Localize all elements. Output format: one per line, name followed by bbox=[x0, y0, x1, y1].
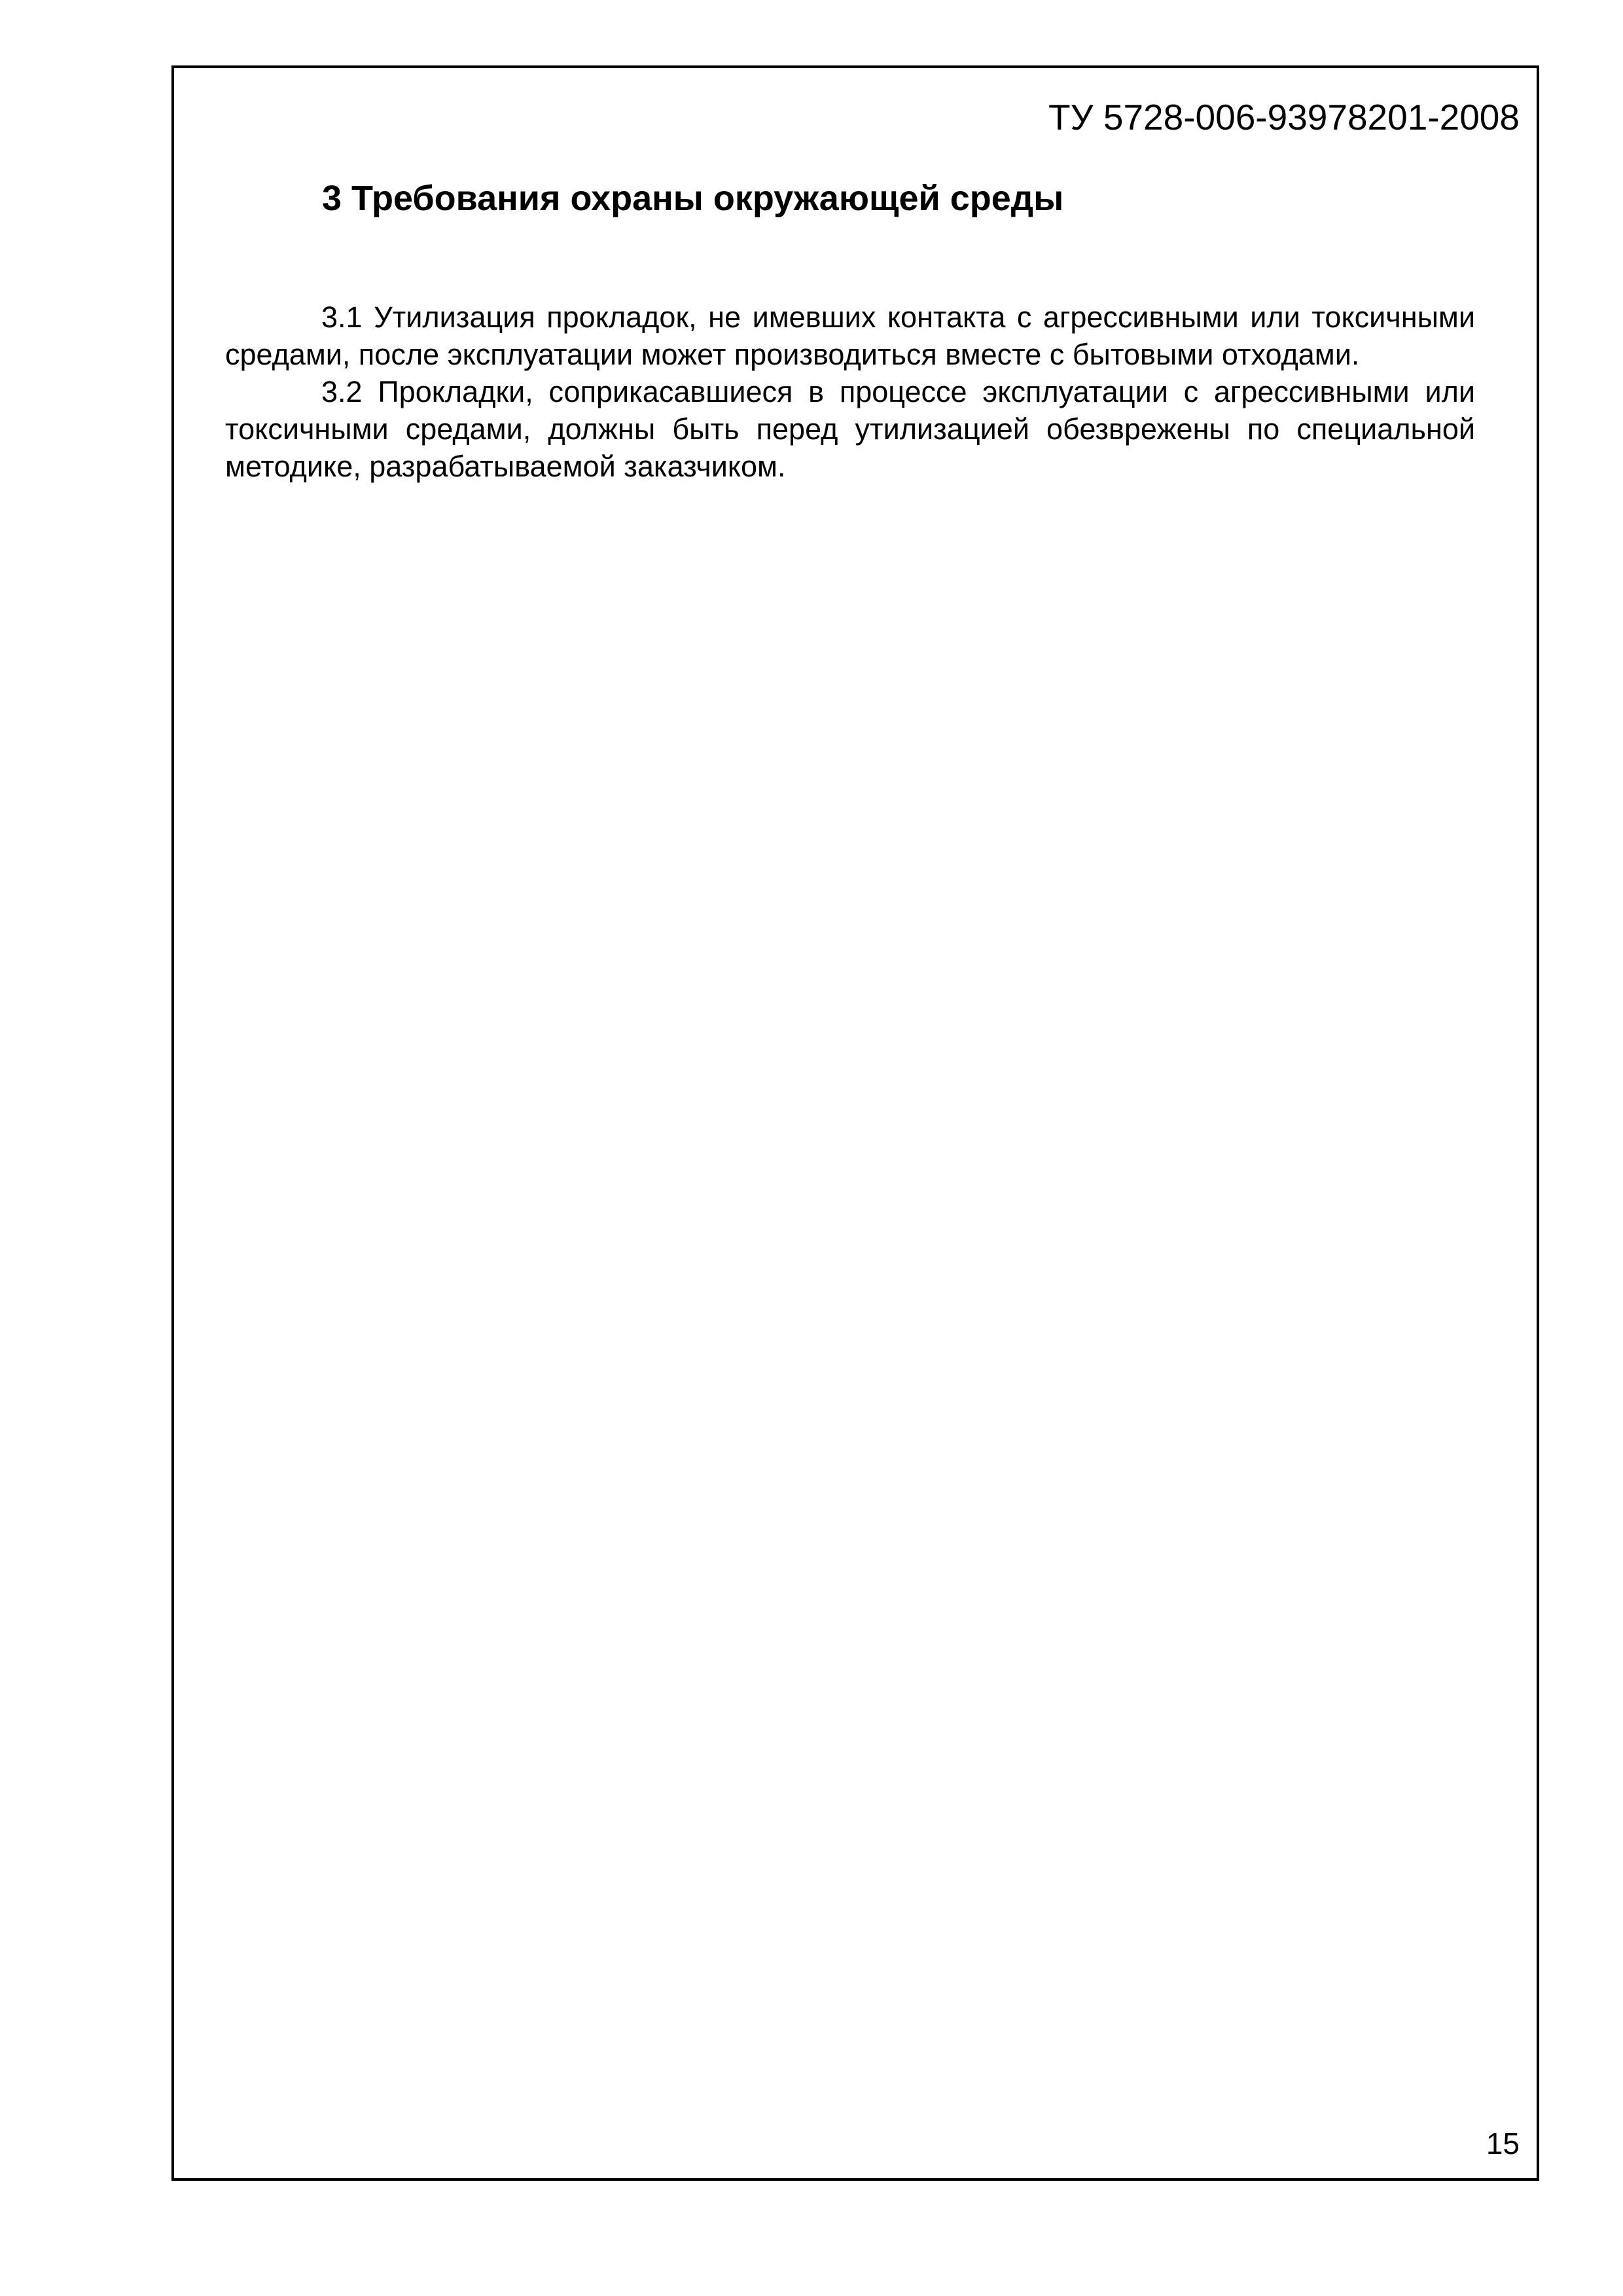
page-number: 15 bbox=[1486, 2126, 1520, 2161]
paragraph-3-1: 3.1 Утилизация прокладок, не имевших контакта с агрессивными или токсичными средами, после эксплуатации может производиться вместе с бытовыми отходами. bbox=[225, 300, 1475, 371]
section-heading: 3 Требования охраны окружающей среды bbox=[322, 179, 1064, 218]
paragraph-3-2: 3.2 Прокладки, соприкасавшиеся в процессе эксплуатации с агрессивными или токсичными средами, должны быть перед утилизацией обезврежены по специальной методике, разрабатываемой заказчиком. bbox=[225, 375, 1475, 483]
section-body bbox=[225, 298, 1475, 485]
page-frame bbox=[171, 65, 1539, 2181]
document-code: ТУ 5728-006-93978201-2008 bbox=[1048, 97, 1520, 137]
